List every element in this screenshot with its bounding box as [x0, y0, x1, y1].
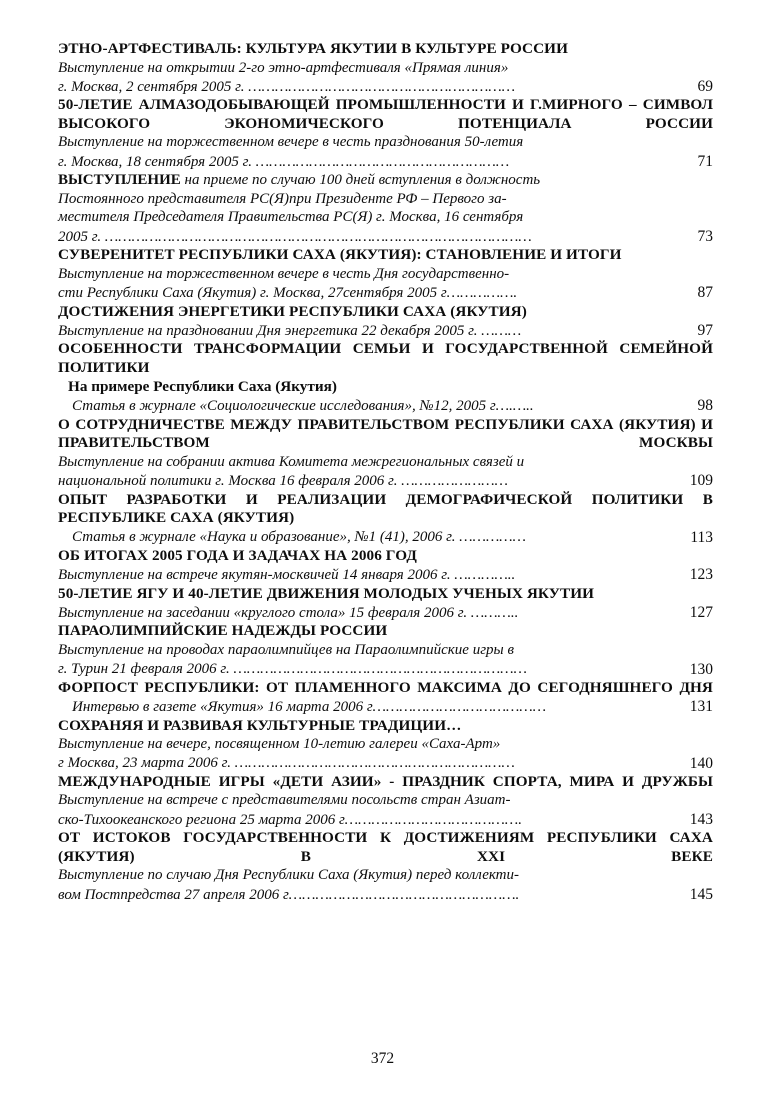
- toc-entry-subtitle: Выступление по случаю Дня Республики Саха (Якутия) перед коллекти-: [58, 867, 519, 884]
- toc-page-number: 97: [697, 322, 713, 340]
- toc-entry-line: [58, 265, 713, 284]
- toc-entry-line: [58, 171, 713, 190]
- toc-entry[interactable]: [58, 96, 713, 171]
- toc-entry-subtitle: Выступление на встрече якутян-москвичей 14 января 2006 г. …………..: [58, 567, 516, 584]
- toc-entry-lead-bold: ВЫСТУПЛЕНИЕ: [58, 172, 181, 189]
- toc-entry-subtitle: г. Москва, 18 сентября 2005 г. …………………………………………………: [58, 153, 510, 170]
- toc-entry-line: [58, 453, 713, 472]
- toc-entry-title: 50-ЛЕТИЕ АЛМАЗОДОБЫВАЮЩЕЙ ПРОМЫШЛЕННОСТИ И Г.МИРНОГО – СИМВОЛ ВЫСОКОГО ЭКОНОМИЧЕСКОГО ПОТЕНЦИАЛА РОССИИ: [58, 96, 713, 132]
- toc-entry-subtitle: Выступление на торжественном вечере в честь празднования 50-летия: [58, 134, 524, 151]
- toc-entry[interactable]: [58, 773, 713, 829]
- toc-entry-line: [58, 810, 713, 829]
- toc-entry[interactable]: [58, 829, 713, 904]
- toc-entry-line: [58, 227, 713, 246]
- toc-entry-title: ФОРПОСТ РЕСПУБЛИКИ: ОТ ПЛАМЕННОГО МАКСИМА ДО СЕГОДНЯШНЕГО ДНЯ: [58, 678, 713, 696]
- toc-entry-subtitle: Статья в журнале «Социологические исследования», №12, 2005 г….…..: [72, 398, 534, 415]
- toc-entry-subtitle: Выступление на открытии 2-го этно-артфестиваля «Прямая линия»: [58, 59, 509, 76]
- toc-entry-line: [58, 133, 713, 152]
- toc-entry-subtitle: сти Республики Саха (Якутия) г. Москва, 27сентября 2005 г…………….: [58, 285, 518, 302]
- toc-page-number: 71: [697, 153, 713, 171]
- page-folio: 372: [370, 1050, 395, 1067]
- toc-entry-title: 50-ЛЕТИЕ ЯГУ И 40-ЛЕТИЕ ДВИЖЕНИЯ МОЛОДЫХ УЧЕНЫХ ЯКУТИИ: [58, 584, 595, 602]
- toc-entry-title: СОХРАНЯЯ И РАЗВИВАЯ КУЛЬТУРНЫЕ ТРАДИЦИИ…: [58, 716, 462, 734]
- toc-page-number: 73: [697, 228, 713, 246]
- toc-entry-title: О СОТРУДНИЧЕСТВЕ МЕЖДУ ПРАВИТЕЛЬСТВОМ РЕСПУБЛИКИ САХА (ЯКУТИЯ) И ПРАВИТЕЛЬСТВОМ МОСКВЫ: [58, 415, 713, 452]
- toc-entry-line: [58, 885, 713, 904]
- toc-page-number: 145: [689, 885, 713, 903]
- toc-entry-line: [58, 641, 713, 660]
- toc-entry[interactable]: [58, 40, 713, 96]
- toc-entry-title: ОПЫТ РАЗРАБОТКИ И РЕАЛИЗАЦИИ ДЕМОГРАФИЧЕСКОЙ ПОЛИТИКИ В РЕСПУБЛИКЕ САХА (ЯКУТИЯ): [58, 490, 713, 527]
- toc-entry[interactable]: [58, 585, 713, 623]
- toc-entry-line: [58, 528, 713, 547]
- toc-page-number: 69: [697, 78, 713, 96]
- toc-entry-line: [58, 565, 713, 584]
- toc-page-number: 130: [689, 660, 713, 678]
- toc-page-number: 140: [689, 754, 713, 772]
- toc-entry[interactable]: [58, 246, 713, 302]
- toc-entry-subtitle: ско-Тихоокеанского региона 25 марта 2006 г………………………………….: [58, 811, 522, 828]
- toc-entry-line: [58, 697, 713, 716]
- toc-entry-line: [58, 754, 713, 773]
- toc-page-number: 113: [690, 528, 713, 546]
- toc-entry[interactable]: [58, 416, 713, 491]
- toc-entry-subtitle: Выступление на собрании актива Комитета межрегиональных связей и: [58, 453, 525, 470]
- toc-entry-line: [58, 190, 713, 209]
- toc-page-number: 109: [689, 472, 713, 490]
- toc-entry-subtitle: Выступление на проводах параолимпийцев на Параолимпийские игры в: [58, 642, 514, 658]
- toc-page-number: 98: [697, 397, 713, 415]
- toc-entry-subtitle: Постоянного представителя РС(Я)при Президенте РФ – Первого за-: [58, 190, 507, 207]
- toc-entry-line: [58, 283, 713, 302]
- toc-entry-subtitle: 2005 г. ……………………………………………………………………………………: [58, 228, 532, 245]
- toc-entry-subtitle: г Москва, 23 марта 2006 г. ………………………………………………………: [58, 755, 515, 772]
- toc-entry-subtitle: Статья в журнале «Наука и образование», №1 (41), 2006 г. ……………: [72, 529, 526, 546]
- table-of-contents: [58, 40, 713, 904]
- toc-entry-title: ОСОБЕННОСТИ ТРАНСФОРМАЦИИ СЕМЬИ И ГОСУДАРСТВЕННОЙ СЕМЕЙНОЙ ПОЛИТИКИ: [58, 340, 713, 376]
- toc-entry-line: [58, 791, 713, 810]
- toc-entry-line: [58, 735, 713, 754]
- toc-page-number: 127: [689, 604, 713, 622]
- toc-entry-title: СУВЕРЕНИТЕТ РЕСПУБЛИКИ САХА (ЯКУТИЯ): СТАНОВЛЕНИЕ И ИТОГИ: [58, 246, 622, 264]
- toc-entry-subtitle: местителя Председателя Правительства РС(Я) г. Москва, 16 сентября: [58, 209, 524, 226]
- toc-entry-note: На примере Республики Саха (Якутия): [68, 378, 337, 396]
- toc-entry-title: ДОСТИЖЕНИЯ ЭНЕРГЕТИКИ РЕСПУБЛИКИ САХА (ЯКУТИЯ): [58, 302, 527, 320]
- toc-entry-subtitle: вом Постпредства 27 апреля 2006 г…………………………………………….: [58, 886, 520, 903]
- toc-entry-line: [58, 603, 713, 622]
- toc-entry[interactable]: [58, 340, 713, 415]
- toc-entry[interactable]: [58, 717, 713, 773]
- toc-entry-subtitle: [58, 171, 669, 190]
- toc-entry-subtitle: г. Турин 21 февраля 2006 г. …………………………………………………………: [58, 661, 527, 678]
- toc-entry-line: [58, 59, 713, 78]
- toc-page-number: 123: [689, 566, 713, 584]
- toc-entry-line: [58, 396, 713, 415]
- toc-entry-subtitle: Интервью в газете «Якутия» 16 марта 2006 г…………………………………: [72, 698, 547, 715]
- toc-entry-line: [58, 866, 713, 885]
- toc-entry[interactable]: [58, 171, 713, 246]
- toc-entry-subtitle: Выступление на праздновании Дня энергетика 22 декабря 2005 г. ………: [58, 322, 522, 339]
- toc-entry[interactable]: [58, 622, 713, 678]
- toc-entry-subtitle: Выступление на заседании «круглого стола» 15 февраля 2006 г. ………..: [58, 604, 519, 621]
- toc-entry[interactable]: [58, 547, 713, 585]
- toc-entry-subtitle: Выступление на встрече с представителями посольств стран Азиат-: [58, 792, 511, 809]
- toc-entry[interactable]: [58, 679, 713, 717]
- toc-entry-title: ОТ ИСТОКОВ ГОСУДАРСТВЕННОСТИ К ДОСТИЖЕНИЯМ РЕСПУБЛИКИ САХА (ЯКУТИЯ) В ХХI ВЕКЕ: [58, 829, 713, 865]
- toc-entry-line: [58, 471, 713, 490]
- toc-page-number: 87: [697, 284, 713, 302]
- toc-page-number: 143: [689, 811, 713, 829]
- toc-entry-lead-italic: на приеме по случаю 100 дней вступления в должность: [180, 172, 541, 189]
- toc-entry-line: [58, 321, 713, 340]
- toc-entry-subtitle: национальной политики г. Москва 16 февраля 2006 г. ……………………: [58, 473, 508, 490]
- toc-entry-line: [58, 208, 713, 227]
- toc-entry-line: [58, 660, 713, 679]
- toc-entry-title: ЭТНО-АРТФЕСТИВАЛЬ: КУЛЬТУРА ЯКУТИИ В КУЛЬТУРЕ РОССИИ: [58, 40, 569, 57]
- toc-entry-title: МЕЖДУНАРОДНЫЕ ИГРЫ «ДЕТИ АЗИИ» - ПРАЗДНИК СПОРТА, МИРА И ДРУЖБЫ: [58, 772, 713, 790]
- toc-entry-line: [58, 77, 713, 96]
- toc-entry-title: ОБ ИТОГАХ 2005 ГОДА И ЗАДАЧАХ НА 2006 ГОД: [58, 546, 417, 564]
- toc-entry-title: ПАРАОЛИМПИЙСКИЕ НАДЕЖДЫ РОССИИ: [58, 622, 388, 640]
- toc-page-number: 131: [689, 698, 713, 716]
- toc-entry-subtitle: Выступление на вечере, посвященном 10-летию галереи «Саха-Арт»: [58, 736, 501, 753]
- toc-entry-subtitle: Выступление на торжественном вечере в честь Дня государственно-: [58, 265, 510, 282]
- toc-entry-line: [58, 152, 713, 171]
- toc-entry-subtitle: г. Москва, 2 сентября 2005 г. ……………………………………………………: [58, 78, 516, 95]
- toc-entry[interactable]: [58, 491, 713, 547]
- toc-entry[interactable]: [58, 303, 713, 341]
